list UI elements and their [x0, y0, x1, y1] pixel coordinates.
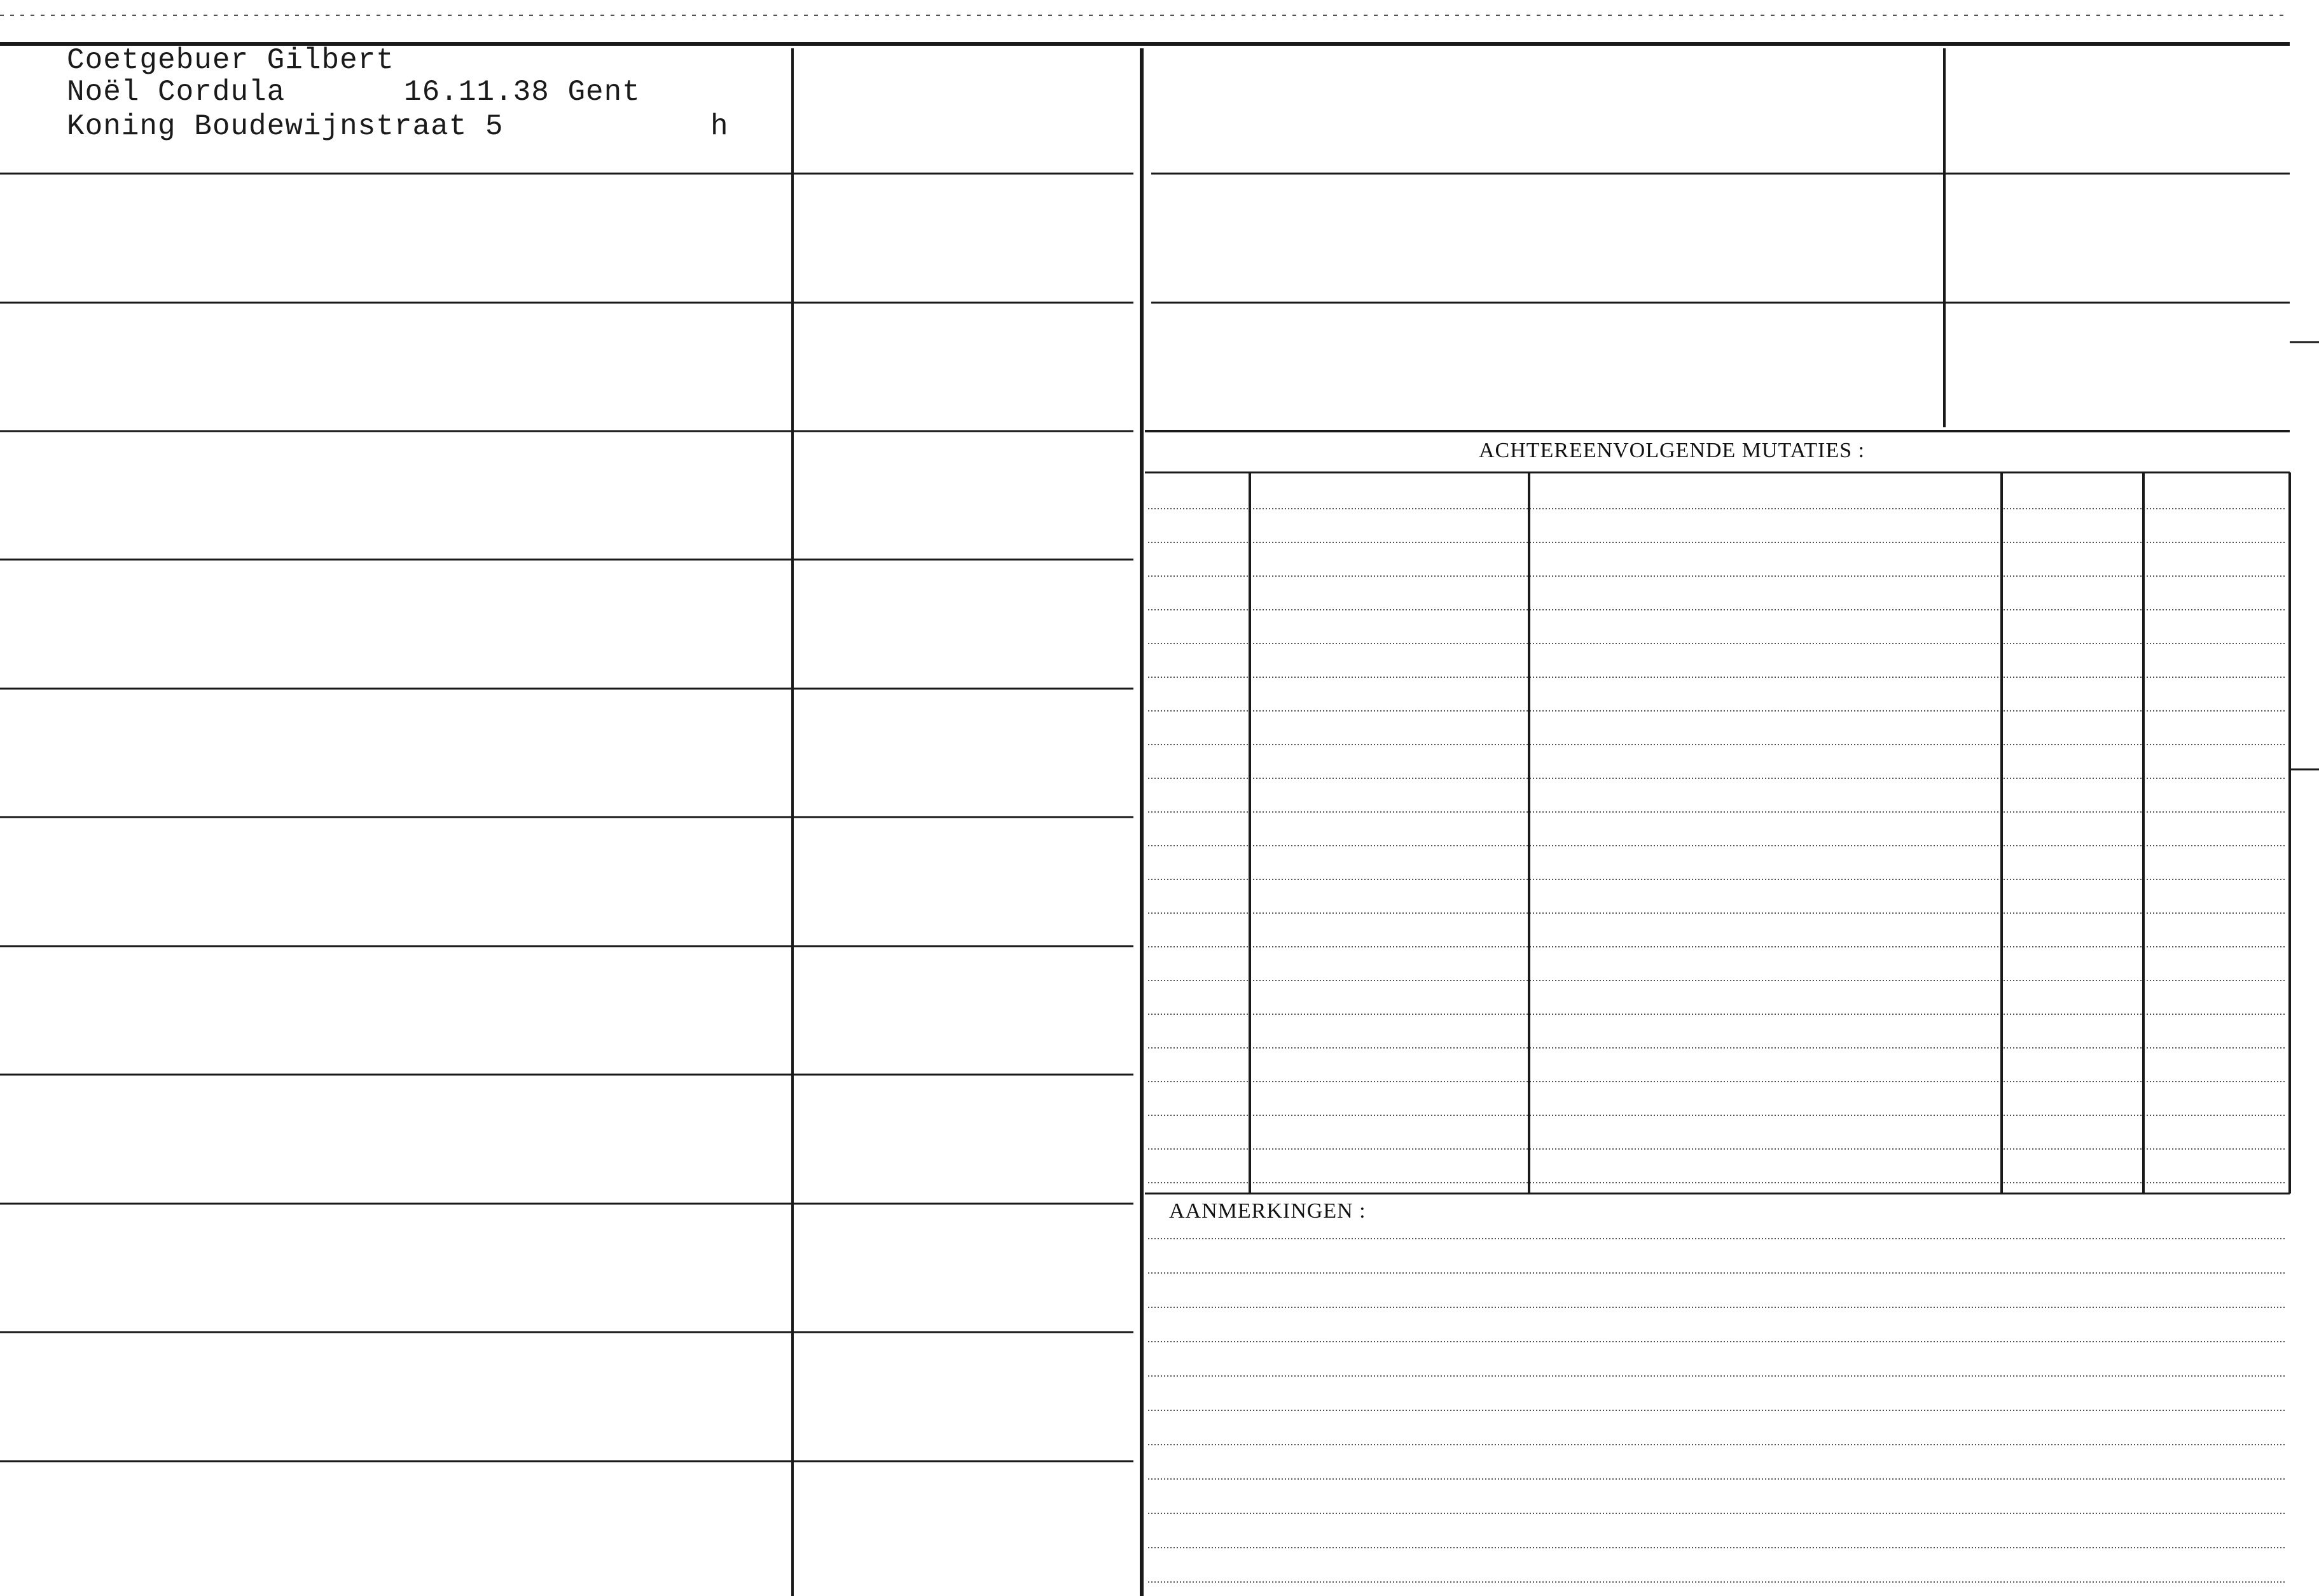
typed-mark: h — [710, 110, 729, 143]
typed-partner-name: Noël Cordula — [67, 76, 286, 109]
typed-address: Koning Boudewijnstraat 5 — [67, 110, 504, 143]
mutations-heading: ACHTEREENVOLGENDE MUTATIES : — [1479, 439, 1865, 462]
remarks-heading: AANMERKINGEN : — [1169, 1199, 1366, 1223]
typed-birth-date-place: 16.11.38 Gent — [404, 76, 640, 109]
typed-name-line: Coetgebuer Gilbert — [67, 44, 394, 77]
